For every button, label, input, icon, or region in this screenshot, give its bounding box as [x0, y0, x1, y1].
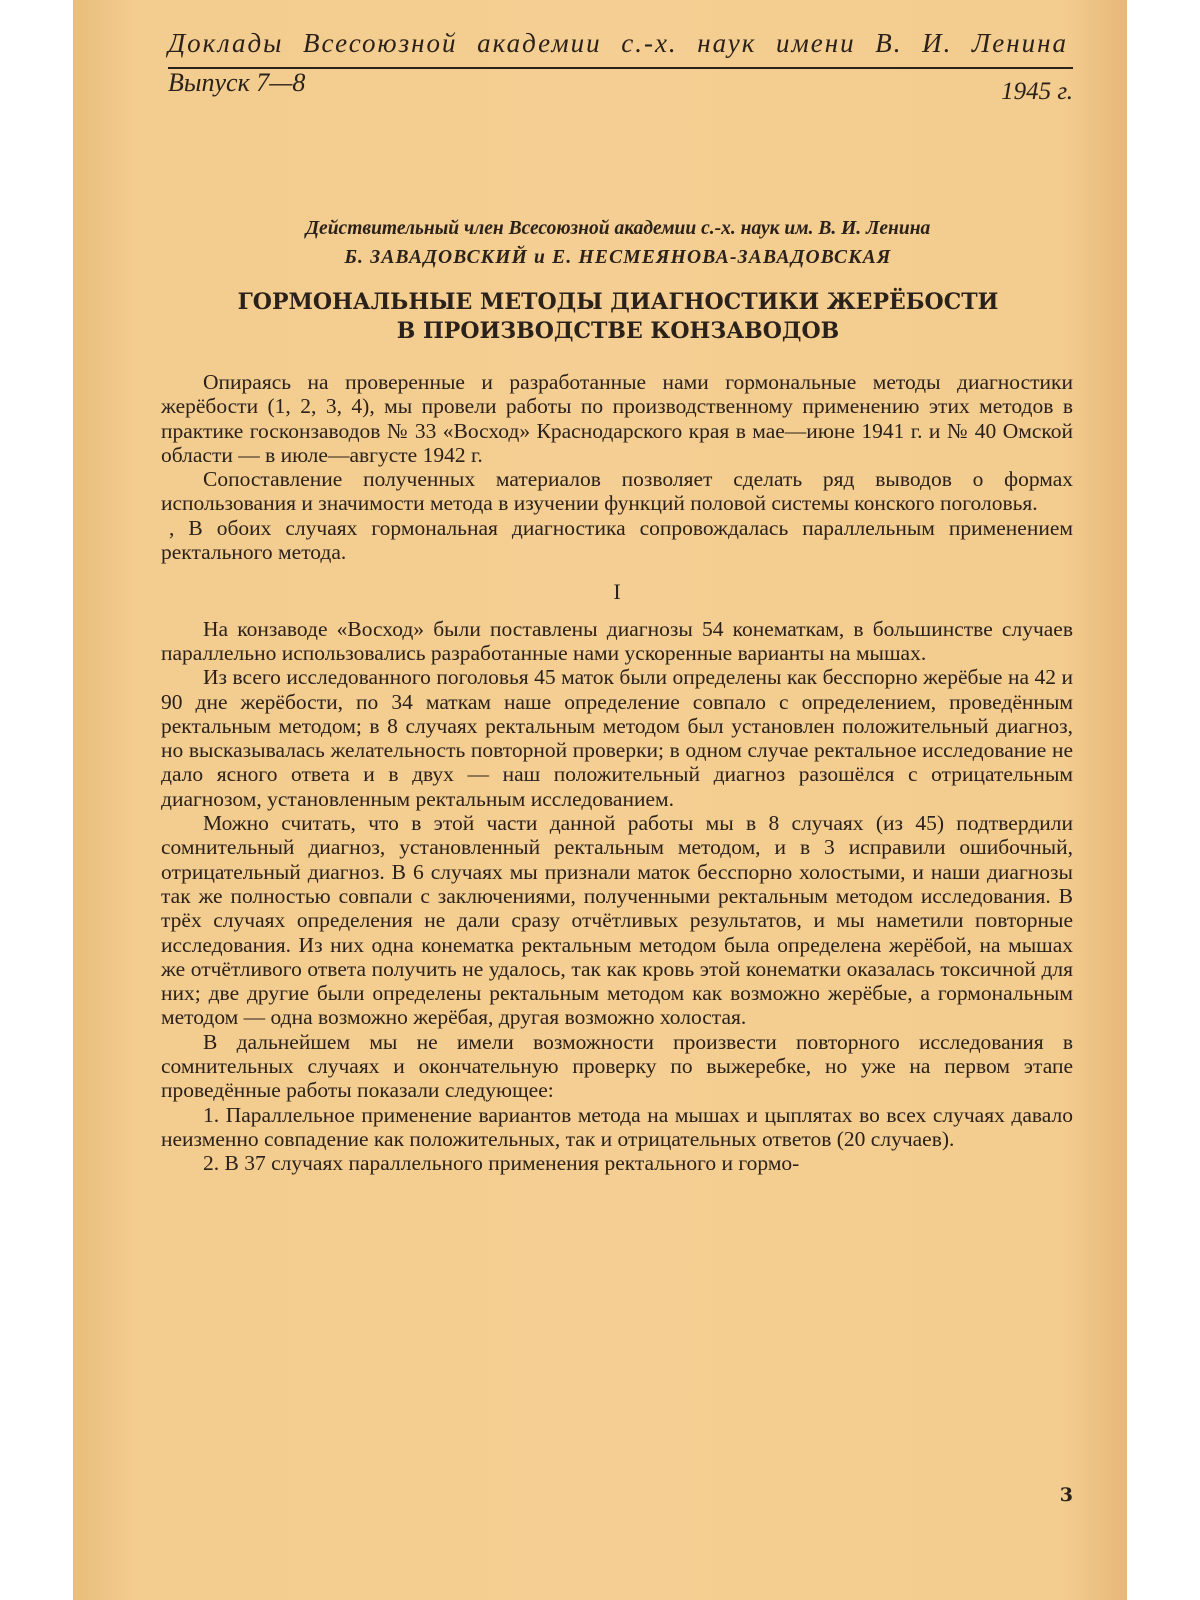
page-number: 3 — [1059, 1484, 1073, 1506]
publication-year: 1945 г. — [1001, 78, 1073, 105]
paragraph: , В обоих случаях гормональная диагностика сопровождалась параллельным применением ректального метода. — [161, 515, 1073, 565]
section-heading: I — [613, 579, 621, 605]
issue-number: Выпуск 7—8 — [168, 68, 306, 97]
paragraph: В дальнейшем мы не имели возможности произвести повторного исследования в сомнительных случаях и окончательную проверку по выжеребке, но уже на первом этапе проведённые работы показали следующее: — [161, 1029, 1073, 1103]
article-title — [168, 288, 1068, 346]
document-page — [73, 0, 1127, 1600]
author-names: Б. ЗАВАДОВСКИЙ и Е. НЕСМЕЯНОВА-ЗАВАДОВСКАЯ — [344, 247, 892, 268]
paragraph: Из всего исследованного поголовья 45 маток были определены как бесспорно жерёбые на 42 и 90 дне жерёбости, по 34 маткам наше определение совпало с определением, проведённым ректальным методом; в 8 случаях ректальным методом был установлен положительный диагноз, но высказывалась желательность повторной проверки; в одном случае ректальное исследование не дало ясного ответа и в двух — наш положительный диагноз разошёлся с отрицательным диагнозом, установленным ректальным исследованием. — [161, 665, 1073, 811]
paragraph: Опираясь на проверенные и разработанные нами гормональные методы диагностики жерёбости (1, 2, 3, 4), мы провели работы по производственному применению этих методов в практике госконзаводов № 33 «Восход» Краснодарского края в мае—июне 1941 г. и № 40 Омской области — в июле—августе 1942 г. — [161, 370, 1073, 467]
journal-title: Доклады Всесоюзной академии с.-х. наук имени В. И. Ленина — [168, 28, 1068, 58]
author-affiliation: Действительный член Всесоюзной академии с.-х. наук им. В. И. Ленина — [305, 218, 931, 239]
paragraph: 1. Параллельное применение вариантов метода на мышах и цыплятах во всех случаях давало неизменно совпадение как положительных, так и отрицательных ответов (20 случаев). — [161, 1102, 1073, 1151]
paragraph: Сопоставление полученных материалов позволяет сделать ряд выводов о формах использования и значимости метода в изучении функций половой системы конского поголовья. — [161, 467, 1073, 516]
article-title-line-2: В ПРОИЗВОДСТВЕ КОНЗАВОДОВ — [396, 318, 840, 344]
article-title-line-1: ГОРМОНАЛЬНЫЕ МЕТОДЫ ДИАГНОСТИКИ ЖЕРЁБОСТИ — [237, 289, 999, 315]
article-body — [161, 370, 1073, 1176]
paragraph: На конзаводе «Восход» были поставлены диагнозы 54 конематкам, в большинстве случаев параллельно использовались разработанные нами ускоренные варианты на мышах. — [161, 616, 1073, 665]
paragraph: Можно считать, что в этой части данной работы мы в 8 случаях (из 45) подтвердили сомнительный диагноз, установленный ректальным методом, и в 3 исправили ошибочный, отрицательный диагноз. В 6 случаях мы признали маток бесспорно холостыми, и наши диагнозы так же полностью совпали с заключениями, полученными ректальным методом исследования. В трёх случаях определения не дали сразу отчётливых результатов, и мы наметили повторные исследования. Из них одна конематка ректальным методом была определена жерёбой, на мышах же отчётливого ответа получить не удалось, так как кровь этой конематки оказалась токсичной для них; две другие были определены ректальным методом как возможно жерёбые, а гормональным методом — одна возможно жерёбая, другая возможно холостая. — [161, 811, 1073, 1030]
paragraph: 2. В 37 случаях параллельного применения ректального и гормо- — [203, 1151, 800, 1176]
